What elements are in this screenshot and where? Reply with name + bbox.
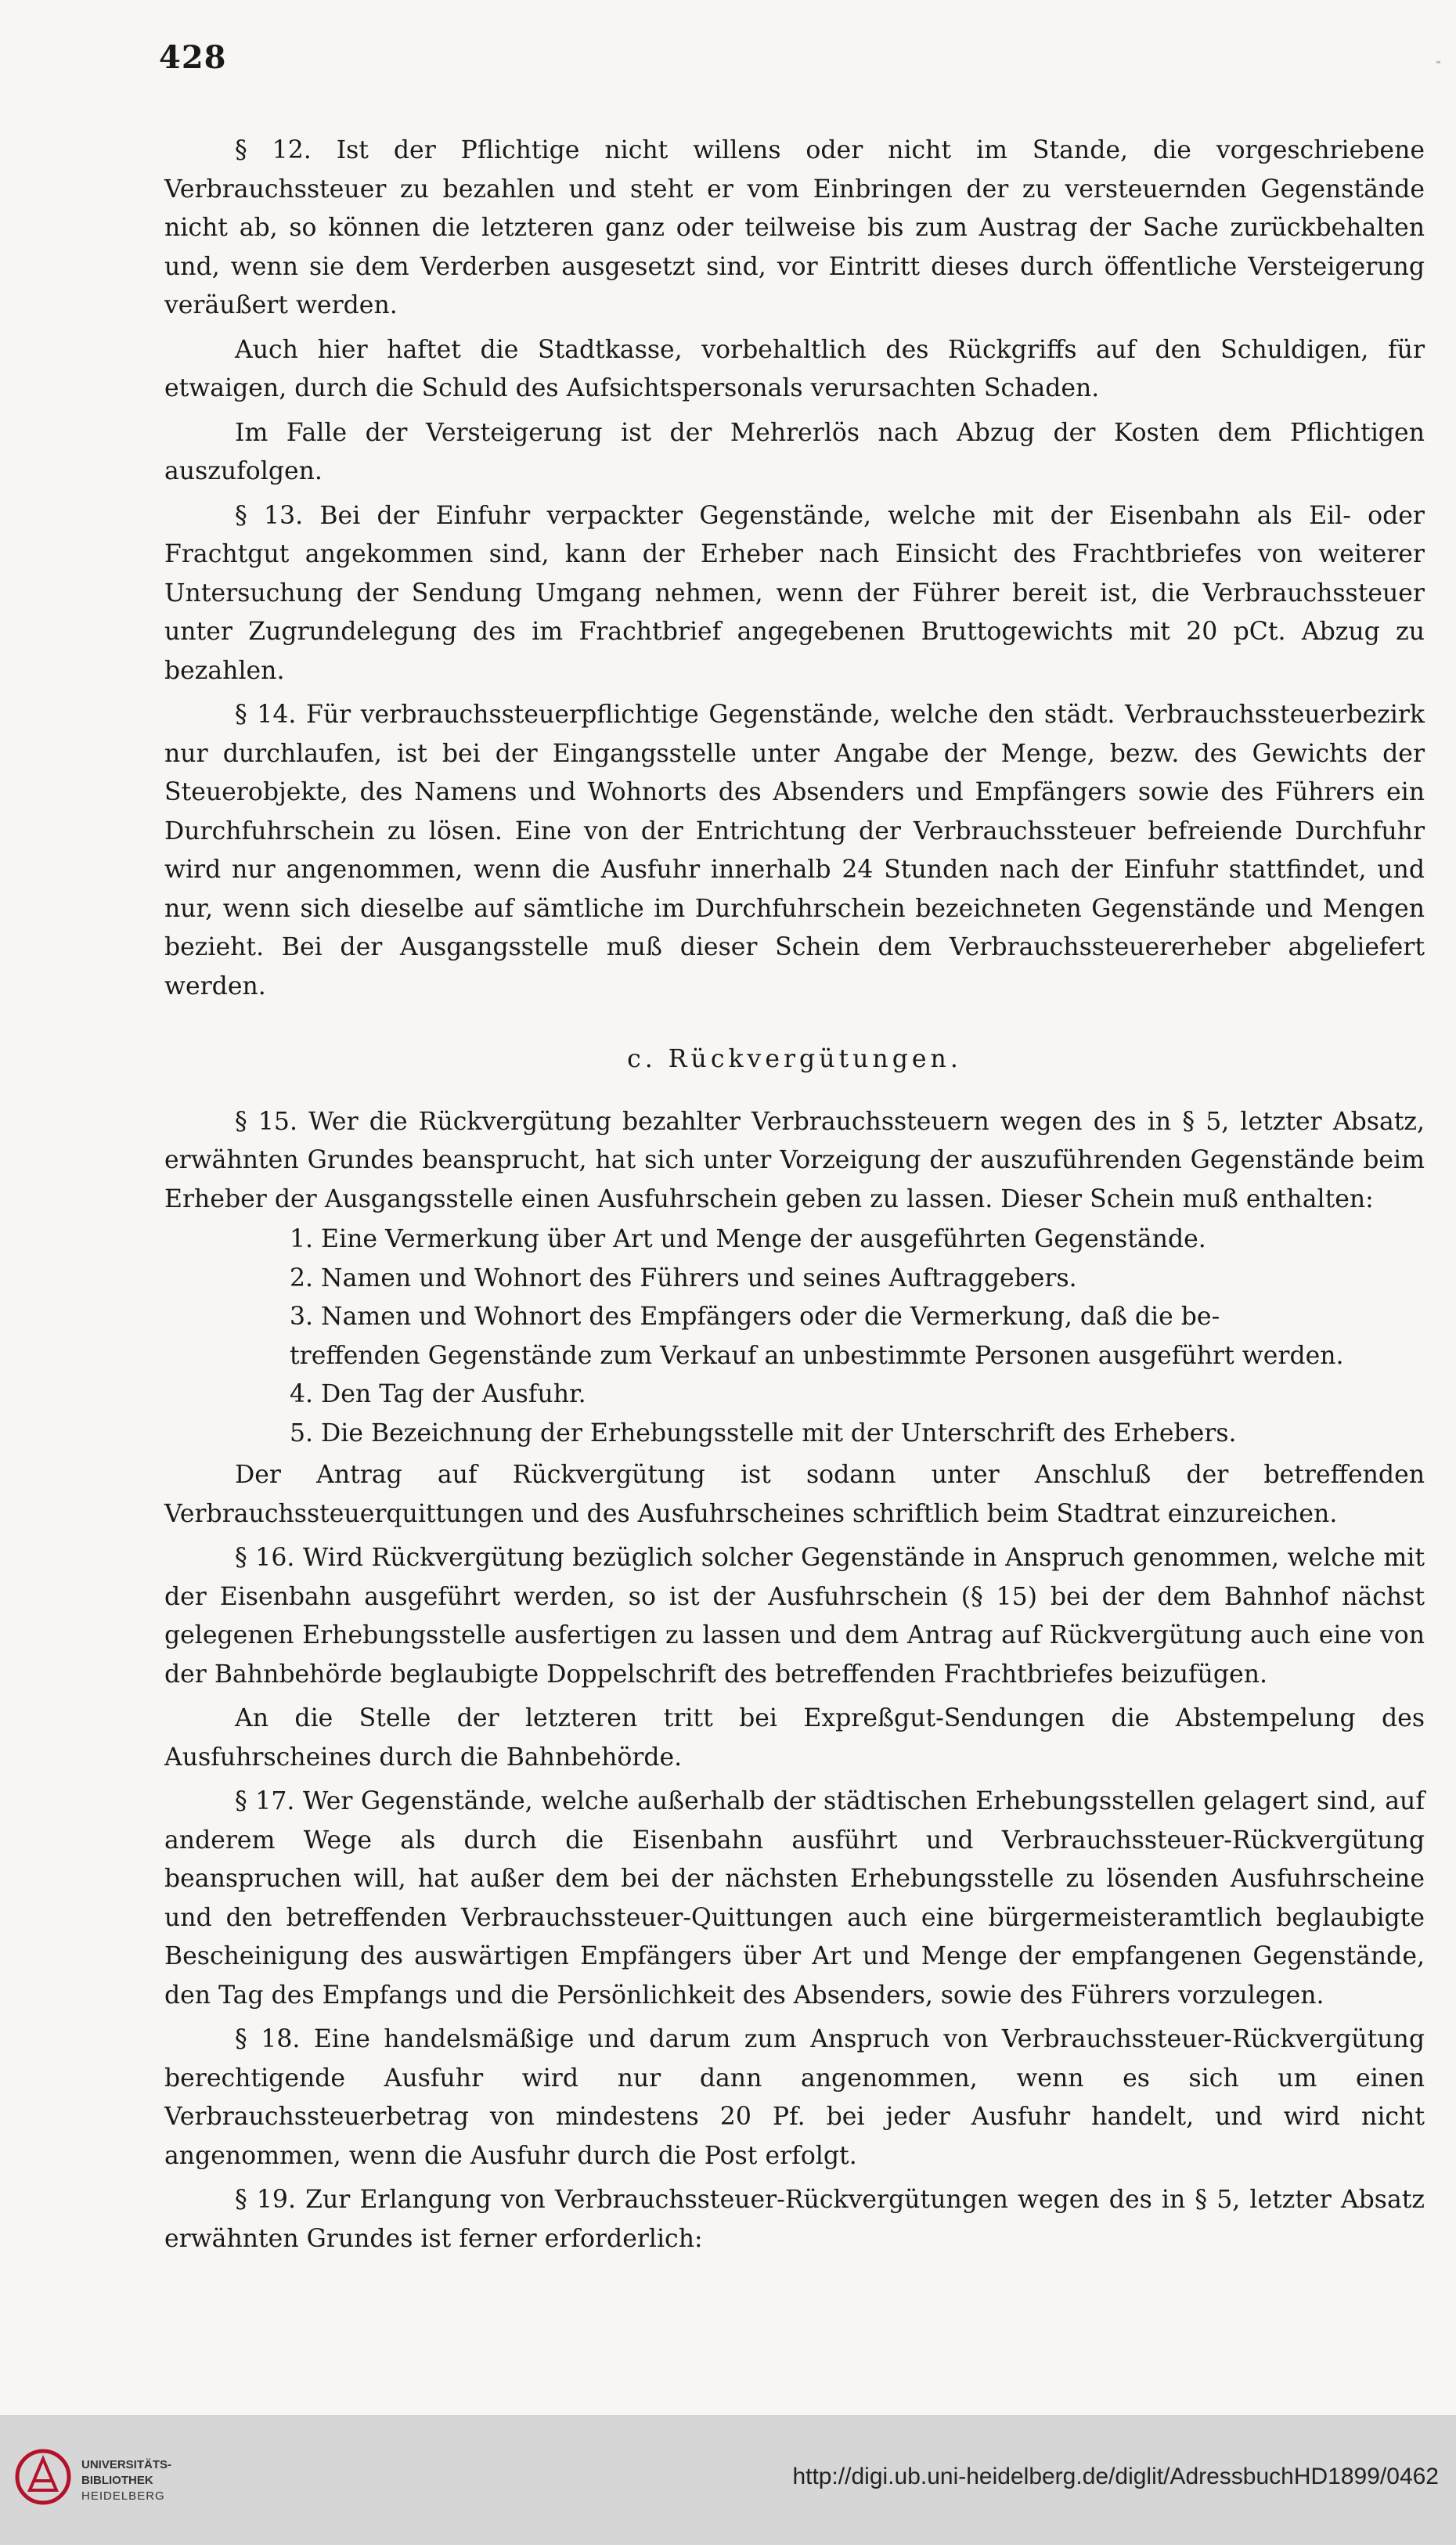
- paragraph-16: § 16. Wird Rückvergütung bezüglich solcher Gegenstände in Anspruch genommen, welche mit der Eisenbahn ausgeführt werden, so ist der Ausfuhrschein (§ 15) bei der dem Bahnhof nächst gelegenen Erhebungsstelle ausfertigen zu lassen und dem Antrag auf Rückvergütung auch eine von der Bahnbehörde beglaubigte Doppelschrift des betreffenden Frachtbriefes beizufügen.: [164, 1544, 1425, 1689]
- paragraph-13: § 13. Bei der Einfuhr verpackter Gegenstände, welche mit der Eisenbahn als Eil- oder Frachtgut angekommen sind, kann der Erheber nach Einsicht des Frachtbriefes von weiterer Untersuchung der Sendung Umgang nehmen, wenn der Führer bereit ist, die Verbrauchssteuer unter Zugrundelegung des im Frachtbrief angegebenen Bruttogewichts mit 20 pCt. Abzug zu bezahlen.: [164, 501, 1425, 685]
- section-heading: c. Rückvergütungen.: [627, 1045, 962, 1073]
- library-logo[interactable]: [14, 2448, 178, 2526]
- scan-mark: [1436, 61, 1440, 63]
- library-seal-icon: [14, 2448, 72, 2506]
- page-number: 428: [159, 39, 227, 76]
- list-item-continuation: treffenden Gegenstände zum Verkauf an unbestimmte Personen ausgeführt werden.: [290, 1341, 1344, 1370]
- paragraph-16-express: An die Stelle der letzteren tritt bei Expreßgut-Sendungen die Abstempelung des Ausfuhrscheines durch die Bahnbehörde.: [164, 1704, 1425, 1772]
- paragraph-12: § 12. Ist der Pflichtige nicht willens oder nicht im Stande, die vorgeschriebene Verbrauchssteuer zu bezahlen und steht er vom Einbringen der zu versteuernden Gegenstände nicht ab, so können die letzteren ganz oder teilweise bis zum Austrag der Sache zurückbehalten und, wenn sie dem Verderben ausgesetzt sind, vor Eintritt dieses durch öffentliche Versteigerung veräußert werden.: [164, 136, 1425, 319]
- paragraph-15: § 15. Wer die Rückvergütung bezahlter Verbrauchssteuern wegen des in § 5, letzter Absatz, erwähnten Grundes beansprucht, hat sich unter Vorzeigung der auszuführenden Gegenstände beim Erheber der Ausgangsstelle einen Ausfuhrschein geben zu lassen. Dieser Schein muß enthalten:: [164, 1107, 1425, 1213]
- list-item: 2. Namen und Wohnort des Führers und seines Auftraggebers.: [290, 1263, 1077, 1292]
- list-item: 4. Den Tag der Ausfuhr.: [290, 1380, 586, 1408]
- body-text: [164, 132, 1425, 2258]
- paragraph-18: § 18. Eine handelsmäßige und darum zum Anspruch von Verbrauchssteuer-Rückvergütung berechtigende Ausfuhr wird nur dann angenommen, wenn es sich um einen Verbrauchssteuerbetrag von mindestens 20 Pf. bei jeder Ausfuhr handelt, und wird nicht angenommen, wenn die Ausfuhr durch die Post erfolgt.: [164, 2025, 1425, 2170]
- logo-text: UNIVERSITÄTS- BIBLIOTHEK HEIDELBERG: [81, 2458, 172, 2503]
- viewer-footer: [0, 2415, 1456, 2545]
- paragraph-12-liability: Auch hier haftet die Stadtkasse, vorbehaltlich des Rückgriffs auf den Schuldigen, für etwaigen, durch die Schuld des Aufsichtspersonals verursachten Schaden.: [164, 335, 1425, 402]
- paragraph-17: § 17. Wer Gegenstände, welche außerhalb der städtischen Erhebungsstellen gelagert sind, auf anderem Wege als durch die Eisenbahn ausführt und Verbrauchssteuer-Rückvergütung beanspruchen will, hat außer dem bei der nächsten Erhebungsstelle zu lösenden Ausfuhrscheine und den betreffenden Verbrauchssteuer-Quittungen auch eine bürgermeisteramtlich beglaubigte Bescheinigung des auswärtigen Empfängers über Art und Menge der empfangenen Gegenstände, den Tag des Empfangs und die Persönlichkeit des Absenders, sowie des Führers vorzulegen.: [164, 1787, 1425, 2010]
- list-item: 3. Namen und Wohnort des Empfängers oder die Vermerkung, daß die be-: [290, 1303, 1220, 1331]
- paragraph-15-application: Der Antrag auf Rückvergütung ist sodann unter Anschluß der betreffenden Verbrauchssteuerquittungen und des Ausfuhrscheines schriftlich beim Stadtrat einzureichen.: [164, 1461, 1425, 1528]
- paragraph-12-auction: Im Falle der Versteigerung ist der Mehrerlös nach Abzug der Kosten dem Pflichtigen auszufolgen.: [164, 418, 1425, 485]
- requirements-list: [164, 1220, 1425, 1453]
- paragraph-19: § 19. Zur Erlangung von Verbrauchssteuer-Rückvergütungen wegen des in § 5, letzter Absatz erwähnten Grundes ist ferner erforderlich:: [164, 2186, 1425, 2253]
- permalink[interactable]: http://digi.ub.uni-heidelberg.de/diglit/AdressbuchHD1899/0462: [792, 2464, 1439, 2489]
- list-item: 5. Die Bezeichnung der Erhebungsstelle mit der Unterschrift des Erhebers.: [290, 1418, 1237, 1447]
- paragraph-14: § 14. Für verbrauchssteuerpflichtige Gegenstände, welche den städt. Verbrauchssteuerbezirk nur durchlaufen, ist bei der Eingangsstelle unter Angabe der Menge, bezw. des Gewichts der Steuerobjekte, des Namens und Wohnorts des Absenders und Empfängers sowie des Führers ein Durchfuhrschein zu lösen. Eine von der Entrichtung der Verbrauchssteuer befreiende Durchfuhr wird nur angenommen, wenn die Ausfuhr innerhalb 24 Stunden nach der Einfuhr stattfindet, und nur, wenn sich dieselbe auf sämtliche im Durchfuhrschein bezeichneten Gegenstände und Mengen bezieht. Bei der Ausgangsstelle muß dieser Schein dem Verbrauchssteuererheber abgeliefert werden.: [164, 701, 1425, 1000]
- list-item: 1. Eine Vermerkung über Art und Menge der ausgeführten Gegenstände.: [290, 1225, 1206, 1253]
